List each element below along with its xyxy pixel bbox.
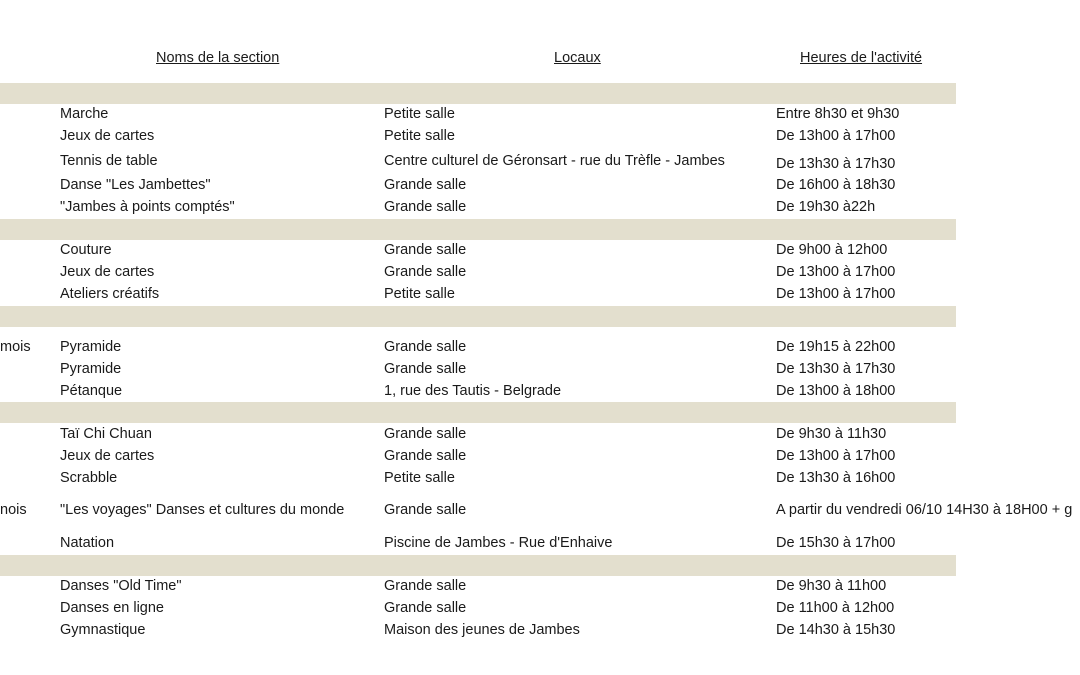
- activity-location: Maison des jeunes de Jambes: [384, 622, 580, 638]
- table-row: [0, 600, 1080, 620]
- activity-name: Danses "Old Time": [60, 578, 182, 594]
- activity-name: Marche: [60, 106, 109, 122]
- activity-name: Pyramide: [60, 339, 122, 355]
- activity-name: Jeux de cartes: [60, 264, 155, 280]
- section-band: [0, 219, 956, 240]
- activity-location: Centre culturel de Géronsart - rue du Trèfle - Jambes: [384, 153, 725, 169]
- table-row: [0, 128, 1080, 148]
- table-row: [0, 502, 1080, 522]
- activity-name: Couture: [60, 242, 112, 258]
- table-row: [0, 448, 1080, 468]
- activity-name: Taï Chi Chuan: [60, 426, 152, 442]
- activity-hours: De 11h00 à 12h00: [776, 600, 895, 616]
- activity-hours: De 9h30 à 11h00: [776, 578, 887, 594]
- activity-hours: De 13h00 à 17h00: [776, 264, 896, 280]
- table-row: [0, 106, 1080, 126]
- activity-name: "Les voyages" Danses et cultures du monde: [60, 502, 345, 518]
- table-row: [0, 622, 1080, 642]
- table-row: [0, 339, 1080, 359]
- table-row: [0, 153, 1080, 173]
- activity-name: Gymnastique: [60, 622, 146, 638]
- activity-hours: De 13h30 à 17h30: [776, 156, 896, 172]
- activity-name: Danses en ligne: [60, 600, 164, 616]
- table-row: [0, 361, 1080, 381]
- activity-location: Grande salle: [384, 448, 467, 464]
- column-header-location: Locaux: [554, 50, 601, 66]
- activity-hours: De 13h00 à 17h00: [776, 448, 896, 464]
- activity-name: Scrabble: [60, 470, 118, 486]
- row-day: nois: [0, 502, 27, 518]
- activity-hours: De 9h00 à 12h00: [776, 242, 888, 258]
- row-day: mois: [0, 339, 31, 355]
- activity-name: Tennis de table: [60, 153, 158, 169]
- column-header-hours: Heures de l'activité: [800, 50, 923, 66]
- activity-location: 1, rue des Tautis - Belgrade: [384, 383, 562, 399]
- activity-name: Jeux de cartes: [60, 128, 155, 144]
- activity-name: Natation: [60, 535, 115, 551]
- activity-location: Grande salle: [384, 361, 467, 377]
- section-band: [0, 306, 956, 327]
- activity-location: Petite salle: [384, 106, 455, 122]
- activity-name: Jeux de cartes: [60, 448, 155, 464]
- activity-location: Grande salle: [384, 199, 467, 215]
- activity-location: Petite salle: [384, 470, 455, 486]
- activity-hours: De 13h00 à 18h00: [776, 383, 896, 399]
- activity-hours: De 19h30 à22h: [776, 199, 876, 215]
- activity-hours: De 13h30 à 16h00: [776, 470, 896, 486]
- activity-name: Pétanque: [60, 383, 123, 399]
- activity-hours: De 14h30 à 15h30: [776, 622, 896, 638]
- table-row: [0, 470, 1080, 490]
- activity-hours: De 9h30 à 11h30: [776, 426, 887, 442]
- table-row: [0, 286, 1080, 306]
- activity-location: Petite salle: [384, 128, 455, 144]
- section-band: [0, 555, 956, 576]
- table-row: [0, 199, 1080, 219]
- activity-hours: De 13h00 à 17h00: [776, 128, 896, 144]
- activity-hours: Entre 8h30 et 9h30: [776, 106, 900, 122]
- activity-name: "Jambes à points comptés": [60, 199, 235, 215]
- table-row: [0, 535, 1080, 555]
- column-header-name: Noms de la section: [156, 50, 280, 66]
- section-band: [0, 83, 956, 104]
- activity-hours: De 15h30 à 17h00: [776, 535, 896, 551]
- table-row: [0, 242, 1080, 262]
- activity-location: Grande salle: [384, 502, 467, 518]
- table-row: [0, 177, 1080, 197]
- activity-hours: De 19h15 à 22h00: [776, 339, 896, 355]
- table-row: [0, 383, 1080, 403]
- activity-location: Grande salle: [384, 600, 467, 616]
- table-row: [0, 426, 1080, 446]
- activity-name: Danse "Les Jambettes": [60, 177, 211, 193]
- activity-location: Grande salle: [384, 578, 467, 594]
- table-row: [0, 578, 1080, 598]
- activity-location: Grande salle: [384, 339, 467, 355]
- activity-location: Grande salle: [384, 426, 467, 442]
- activity-location: Grande salle: [384, 264, 467, 280]
- activity-hours: De 13h30 à 17h30: [776, 361, 896, 377]
- activity-location: Grande salle: [384, 177, 467, 193]
- activity-hours: De 13h00 à 17h00: [776, 286, 896, 302]
- activity-name: Pyramide: [60, 361, 122, 377]
- activity-name: Ateliers créatifs: [60, 286, 160, 302]
- activity-hours: A partir du vendredi 06/10 14H30 à 18H00 + g: [776, 502, 1073, 518]
- activity-location: Petite salle: [384, 286, 455, 302]
- activity-location: Grande salle: [384, 242, 467, 258]
- activity-hours: De 16h00 à 18h30: [776, 177, 896, 193]
- table-row: [0, 264, 1080, 284]
- activity-location: Piscine de Jambes - Rue d'Enhaive: [384, 535, 613, 551]
- section-band: [0, 402, 956, 423]
